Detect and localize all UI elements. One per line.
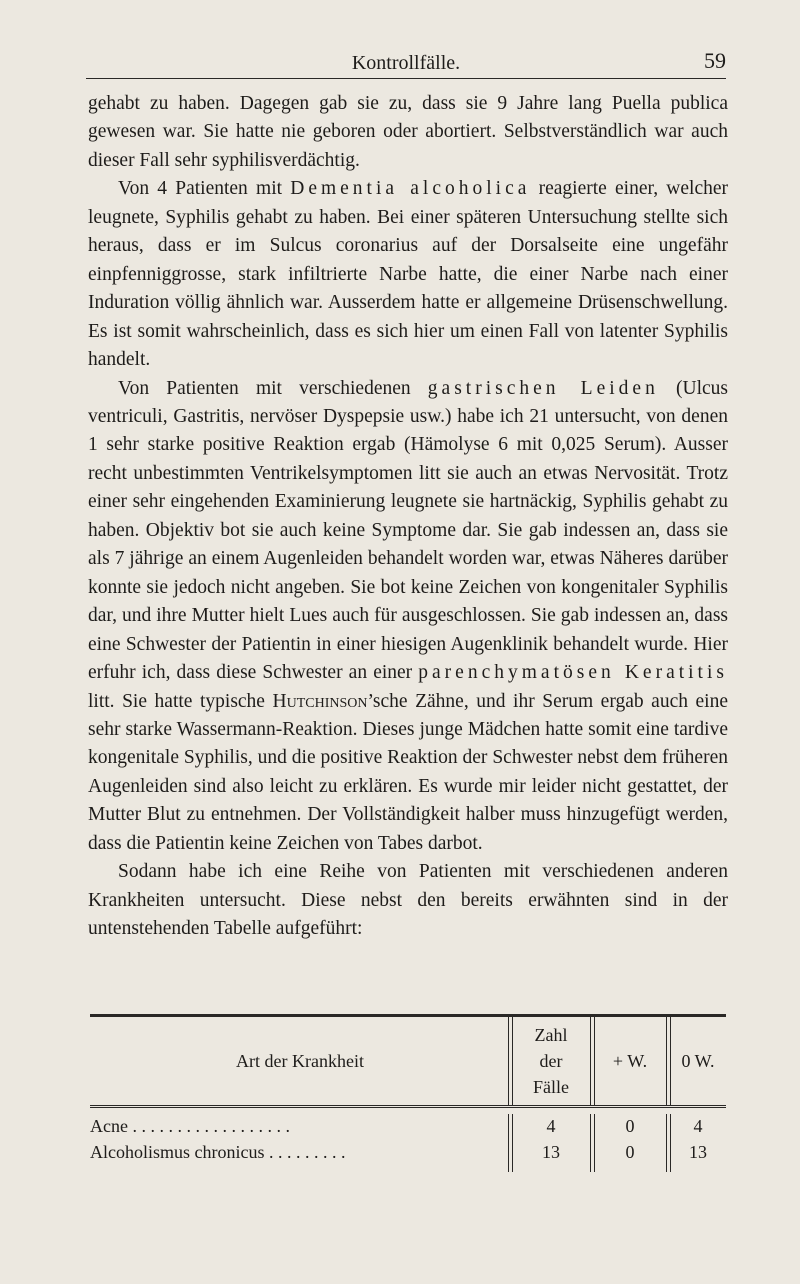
- case-count: 13: [542, 1142, 560, 1162]
- negative-count: 4: [693, 1116, 703, 1136]
- paragraph-3: Von Patienten mit verschiedenen gastrischen Leiden (Ulcus ventriculi, Gastritis, nervöser Dyspepsie usw.) habe ich 21 untersucht, von denen 1 sehr starke positive Reaktion ergab (Hämolyse 6 mit 0,025 Serum). Ausser recht unbestimmten Ventrikelsymptomen litt sie auch an etwas Nervosität. Trotz einer sehr eingehenden Examinierung leugnete sie hartnäckig, Syphilis gehabt zu haben. Objektiv bot sie auch keine Symptome dar. Sie gab indessen an, dass sie als 7 jährige an einem Augenleiden behandelt worden war, etwas Näheres darüber konnte sie jedoch nicht angeben. Sie bot keine Zeichen von kongenitaler Syphilis dar, und ihre Mutter hielt Lues auch für ausgeschlossen. Sie gab indessen an, dass eine Schwester der Patientin in einer hiesigen Augenklinik behandelt wurde. Hier erfuhr ich, dass diese Schwester an einer parenchymatösen Keratitis litt. Sie hatte typische Hutchinson’sche Zähne, und ihr Serum ergab auch eine sehr starke Wassermann-Reaktion. Dieses junge Mädchen hatte somit eine tardive kongenitale Syphilis, und die positive Reaktion der Schwester nebst dem früheren Augenleiden sind also leicht zu erklären. Es wurde mir leider nicht gestattet, der Mutter Blut zu entnehmen. Der Vollständigkeit halber muss hinzugefügt werden, dass die Patientin keine Zeichen von Tabes darbot.: [88, 377, 729, 854]
- running-title: Kontrollfälle.: [351, 52, 461, 74]
- positive-count: 0: [625, 1116, 635, 1136]
- table-body: [90, 1108, 726, 1172]
- paragraph-1: gehabt zu haben. Dagegen gab sie zu, dass sie 9 Jahre lang Puella publica gewesen war. Sie hatte nie geboren oder abortiert. Selbstverständlich war auch dieser Fall sehr syphilisverdächtig.: [88, 93, 728, 171]
- table-row: [90, 1142, 726, 1170]
- table-header: [90, 1017, 726, 1105]
- table-row: [90, 1116, 726, 1144]
- header-positive: + W.: [612, 1050, 648, 1071]
- disease-table: [90, 1014, 726, 1172]
- spaced-emphasis: gastrischen Leiden: [427, 377, 659, 399]
- case-count: 4: [546, 1116, 556, 1136]
- spaced-emphasis: Dementia alcoholica: [290, 178, 531, 200]
- disease-name: Alcoholismus chronicus . . . . . . . . .: [90, 1142, 346, 1162]
- paragraph-2: Von 4 Patienten mit Dementia alcoholica reagierte einer, welcher leugnete, Syphilis gehabt zu haben. Bei einer späteren Untersuchung stellte sich heraus, dass er im Sulcus coronarius auf der Dorsalseite eine ungefähr einpfenniggrosse, stark infiltrierte Narbe hatte, die einer Narbe nach einer Induration völlig ähnlich war. Ausserdem hatte er allgemeine Drüsenschwellung. Es ist somit wahrscheinlich, dass es sich hier um einen Fall von latenter Syphilis handelt.: [88, 178, 728, 371]
- page-number: 59: [704, 48, 726, 73]
- disease-name: Acne . . . . . . . . . . . . . . . . . .: [90, 1116, 290, 1136]
- header-disease: Art der Krankheit: [236, 1050, 364, 1071]
- header-count: Zahl der Fälle: [533, 1025, 569, 1097]
- spaced-emphasis: parenchymatösen Keratitis: [418, 662, 728, 684]
- header-negative: 0 W.: [681, 1050, 715, 1071]
- small-caps-name: Hutchinson: [272, 690, 368, 712]
- running-head: [86, 46, 726, 79]
- negative-count: 13: [689, 1142, 707, 1162]
- body-text: [88, 90, 728, 944]
- paragraph-4: Sodann habe ich eine Reihe von Patienten mit verschiedenen anderen Krankheiten untersucht. Diese nebst den bereits erwähnten sind in der untenstehenden Tabelle aufgeführt:: [88, 861, 728, 940]
- positive-count: 0: [625, 1142, 635, 1162]
